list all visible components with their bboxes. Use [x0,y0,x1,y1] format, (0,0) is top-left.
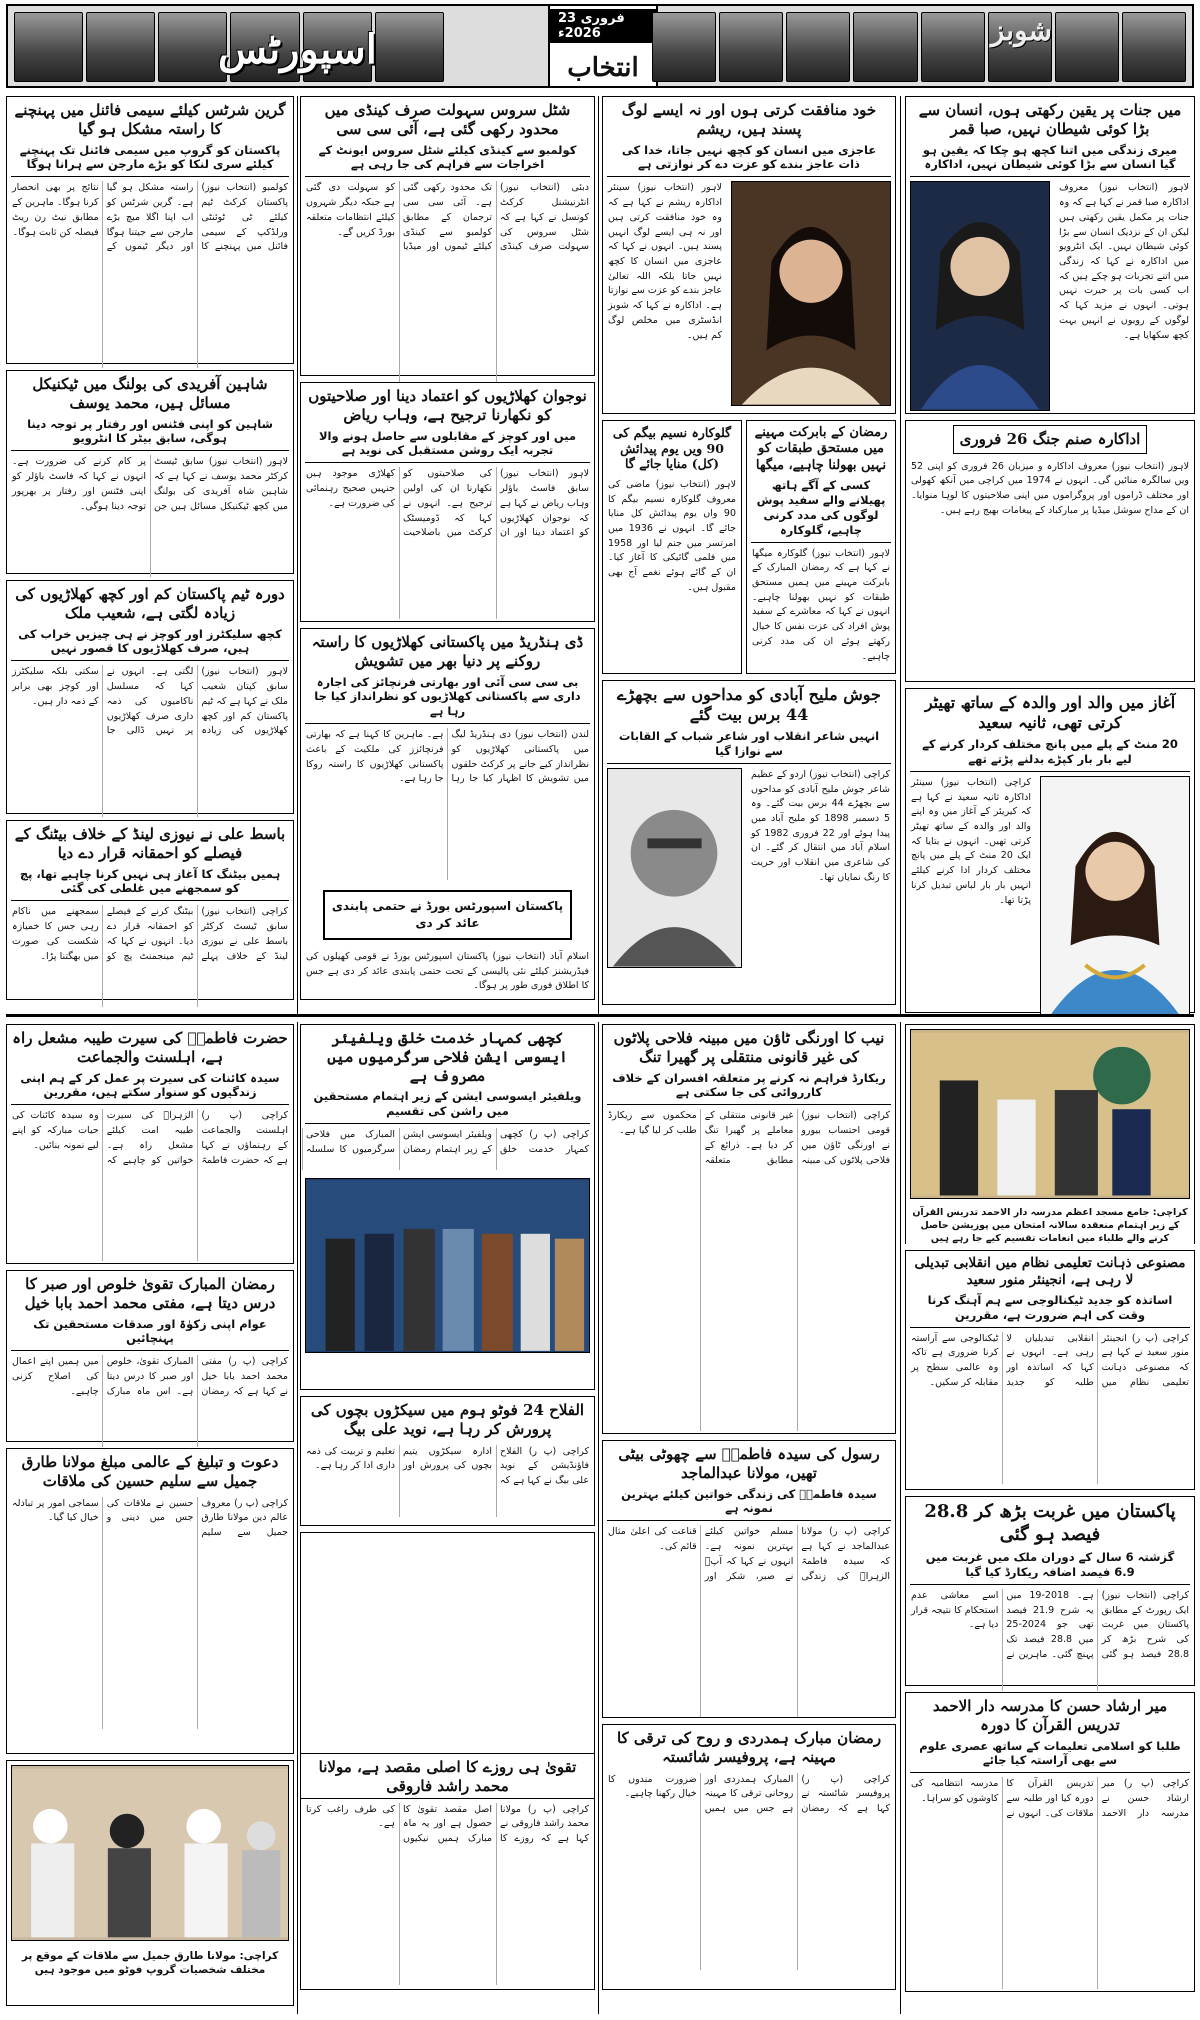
article-photo [910,1029,1190,1199]
article-subhead: گزشتہ 6 سال کے دوران ملک میں غربت میں 6.9 فیصد اضافہ ریکارڈ کیا گیا [910,1548,1190,1585]
article-body: کراچی (پ ر) مولانا عبدالماجد نے کہا ہے کہ سیدہ فاطمۃ الزہراؓ کی زندگی مسلم خواتین کیلئے بہترین نمونہ ہے۔ انہوں نے کہا کہ آپؓ نے صبر، شکر اور قناعت کی اعلیٰ مثال قائم کی۔ [608,1526,890,1582]
article-mufti-babakhel [6,1270,294,1442]
article-headline: جوش ملیح آبادی کو مداحوں سے بچھڑے 44 برس بیت گئے [617,685,881,724]
article-headline: میر ارشاد حسن کا مدرسہ دار الاحمد تدریس القرآن کا دورہ [932,1697,1168,1734]
article-the-hundred [300,628,595,1000]
article-subhead: میں اور کوچز کے مقابلوں سے حاصل ہونے والا تجربہ ایک روشن مستقبل کی نوید ہے [305,427,590,464]
article-subhead: 20 منٹ کے پلے میں پانچ مختلف کردار کرنے کے لیے بار بار کپڑے بدلنے پڑتے تھے [910,735,1190,772]
article-body: کراچی (پ ر) پروفیسر شائستہ نے کہا ہے کہ رمضان المبارک ہمدردی اور روحانی ترقی کا مہینہ ہے جس میں ہمیں ضرورت مندوں کا خیال رکھنا چاہیے۔ [608,1773,890,1814]
article-birthday [905,420,1195,682]
article-body: اسلام آباد (انتخاب نیوز) پاکستان اسپورٹس بورڈ نے قومی کھیلوں کی فیڈریشنز کیلئے نئی پالیسی کے تحت حتمی پابندی عائد کر دی ہے جس کا اطلاق فوری طور پر ہوگا۔ [306,950,589,992]
article-rashid-farooqi [300,1532,595,1990]
photo-caption: کراچی: مولانا طارق جمیل سے ملاقات کے موقع پر مختلف شخصیات گروپ فوٹو میں موجود ہیں [7,1945,293,1981]
article-body: کراچی (انتخاب نیوز) ایک رپورٹ کے مطابق پاکستان میں غربت کی شرح بڑھ کر 28.8 فیصد ہو گئی ہے۔ 2018-19 میں یہ شرح 21.9 فیصد تھی جو 2024-25 میں 28.8 فیصد تک پہنچ گئی۔ ماہرین نے اسے معاشی عدم استحکام کا نتیجہ قرار دیا ہے۔ [911,1589,1189,1660]
article-ai-education [905,1250,1195,1490]
article-megha [746,420,896,674]
article-photo [731,181,891,406]
article-photo [607,768,742,968]
article-headline: میں جنات پر یقین رکھتی ہوں، انسان سے بڑا کوئی شیطان نہیں، صبا قمر [918,101,1182,138]
article-prof-shaista [602,1724,896,1990]
article-icc-shuttle [300,96,595,376]
article-body: کراچی (پ ر) اہلسنت والجماعت کے رہنماؤں نے کہا ہے کہ حضرت فاطمۃ الزہراؓ کی سیرت طیبہ امت کیلئے مشعل راہ ہے۔ خواتین کو چاہیے کہ وہ سیدہ کائنات کی حیات مبارکہ کو اپنے لیے نمونہ بنائیں۔ [12,1110,288,1166]
photo-tariq-jameel [6,1760,294,2006]
article-body: کراچی (انتخاب نیوز) سابق ٹیسٹ کرکٹر باسط علی نے نیوزی لینڈ کے خلاف پہلے بیٹنگ کرنے کے فیصلے کو احمقانہ قرار دے دیا۔ انہوں نے کہا کہ ٹیم مینجمنٹ پچ کو سمجھنے میں ناکام رہی جس کا خمیازہ شکست کی صورت میں بھگتنا پڑا۔ [12,906,288,962]
article-body: لاہور (انتخاب نیوز) سابق فاسٹ باؤلر وہاب ریاض نے کہا ہے کہ نوجوان کھلاڑیوں کو اعتماد دینا اور ان کی صلاحیتوں کو نکھارنا ان کی اولین ترجیح ہے۔ انہوں نے کہا کہ ڈومیسٹک کرکٹ میں باصلاحیت کھلاڑی موجود ہیں جنہیں صحیح رہنمائی کی ضرورت ہے۔ [306,468,589,539]
article-body: کراچی (انتخاب نیوز) اردو کے عظیم شاعر جوش ملیح آبادی کو مداحوں سے بچھڑے 44 برس بیت گئے۔ وہ 5 دسمبر 1898 کو ملیح آباد میں پیدا ہوئے اور 22 فروری 1982 کو اسلام آباد میں انتقال کر گئے۔ ان کی شاعری میں انقلاب اور حریت کا رنگ نمایاں تھا۔ [751,768,891,883]
article-headline: آغاز میں والد اور والدہ کے ساتھ تھیٹر کرتی تھی، ثانیہ سعید [924,693,1176,732]
article-body: لاہور (انتخاب نیوز) معروف اداکارہ صبا قمر نے کہا ہے کہ وہ جنات پر مکمل یقین رکھتی ہیں لیکن ان کے نزدیک انسان سے بڑا کوئی شیطان نہیں۔ ایک انٹرویو میں اداکارہ نے کہا کہ زندگی میں اتنے تجربات ہو چکے ہیں کہ اب کسی بات پر حیرت نہیں ہوتی۔ انہوں نے مزید کہا کہ لوگوں کے رویوں نے انہیں بہت کچھ سکھایا ہے۔ [1059,182,1189,341]
article-headline: کچھی کمہار خدمت خلق ویلفیئر ایسوسی ایشن فلاحی سرگرمیوں میں مصروف ہے [327,1029,568,1085]
article-headline: شٹل سروس سہولت صرف کینڈی میں محدود رکھی گئی ہے، آئی سی سی [324,101,571,138]
article-subhead: سیدہ کائنات کی سیرت پر عمل کر کے ہم اپنی زندگیوں کو سنوار سکتے ہیں، مقررین [11,1069,289,1106]
article-maulana-majid [602,1440,896,1718]
article-body: کراچی (پ ر) الفلاح فاؤنڈیشن کے نوید علی بیگ نے کہا ہے کہ ادارہ سیکڑوں یتیم بچوں کی پرورش اور تعلیم و تربیت کی ذمہ داری ادا کر رہا ہے۔ [306,1445,589,1486]
article-headline: نوجوان کھلاڑیوں کو اعتماد دینا اور صلاحیتوں کو نکھارنا ترجیح ہے، وہاب ریاض [308,387,587,424]
article-headline: اداکارہ صنم جنگ 26 فروری [953,425,1148,454]
article-headline: رمضان المبارک تقویٰ خلوص اور صبر کا درس دیتا ہے، مفتی محمد احمد بابا خیل [24,1275,276,1312]
article-naseem-begum [602,420,742,674]
article-body: کراچی (انتخاب نیوز) سینئر اداکارہ ثانیہ سعید نے کہا ہے کہ کیریئر کے آغاز میں وہ اپنے والد اور والدہ کے ساتھ تھیٹر کرتی تھیں۔ انہوں نے بتایا کہ ایک 20 منٹ کے پلے میں پانچ مختلف کردار ادا کرنے کیلئے انہیں بار بار لباس تبدیل کرنا پڑتا تھا۔ [911,776,1031,906]
column-2 [602,96,896,1011]
column-1-lower [905,1024,1195,1998]
article-headline: الفلاح 24 فوٹو ہوم میں سیکڑوں بچوں کی پرورش کر رہا ہے، نوید علی بیگ [310,1401,585,1438]
article-poverty [905,1496,1195,1686]
article-body: کراچی (پ ر) انجینئر منور سعید نے کہا ہے کہ مصنوعی ذہانت تعلیمی نظام میں انقلابی تبدیلیاں لا رہی ہے۔ انہوں نے کہا کہ اساتذہ اور طلبہ کو جدید ٹیکنالوجی سے آراستہ کرنا ضروری ہے تاکہ وہ عالمی سطح پر مقابلہ کر سکیں۔ [911,1332,1189,1388]
article-headline: تقویٰ ہی روزے کا اصلی مقصد ہے، مولانا محمد راشد فاروقی [301,1753,594,1799]
article-hazrat-fatima [6,1024,294,1264]
article-subhead: پاکستان کو گروپ میں سیمی فائنل تک پہنچنے کیلئے سری لنکا کو بڑے مارجن سے ہرانا ہوگا [11,141,289,178]
article-body-lead [301,1533,594,1753]
article-headline: پاکستان اسپورٹس بورڈ نے حتمی پابندی عائد کر دی [331,899,564,931]
article-body: کراچی (پ ر) میر ارشاد حسن نے مدرسہ دار الاحمد تدریس القرآن کا دورہ کیا اور طلبہ سے ملاقات کی۔ انہوں نے مدرسہ انتظامیہ کی کاوشوں کو سراہا۔ [911,1778,1189,1819]
article-sania-saeed [905,688,1195,1013]
article-subhead: ویلفیئر ایسوسی ایشن کے زیر اہتمام مستحقین میں راشن کی تقسیم [305,1087,590,1124]
article-body: کراچی (پ ر) کچھی کمہار خدمت خلق ویلفیئر ایسوسی ایشن کے زیر اہتمام رمضان المبارک میں فلاحی سرگرمیوں کا سلسلہ [306,1129,589,1155]
article-muhammad-yousuf [6,370,294,574]
article-subhead: میری زندگی میں اتنا کچھ ہو چکا کہ یقین ہو گیا انسان سے بڑا کوئی شیطان نہیں، اداکارہ [910,141,1190,178]
article-headline: نیب کا اورنگی ٹاؤن میں مبینہ فلاحی پلاٹوں کی غیر قانونی منتقلی پر گھیرا تنگ [613,1029,885,1066]
article-mir-irshad [905,1692,1195,1992]
article-subhead: کسی کے آگے ہاتھ پھیلانے والے سفید پوش لوگوں کی مدد کرنی چاہیے، گلوکارہ [751,476,891,543]
article-headline: گلوکارہ نسیم بیگم کی 90 ویں یوم پیدائش (کل) منایا جائے گا [612,425,732,472]
article-body: لاہور (انتخاب نیوز) معروف اداکارہ و میزبان 26 فروری کو اپنی 52 ویں سالگرہ منائیں گی۔ انہوں نے 1974 میں کراچی میں آنکھ کھولی اور مختلف ڈراموں اور پروگراموں میں اپنی صلاحیتوں کا لوہا منوایا۔ ان کے مداح سوشل میڈیا پر مبارکباد کے پیغامات بھیج رہے ہیں۔ [911,460,1189,516]
article-tariq-jameel [6,1448,294,1754]
photo-madrasa-prizes [905,1024,1195,1244]
article-body: لاہور (انتخاب نیوز) سینئر اداکارہ ریشم نے کہا ہے کہ وہ خود منافقت کرتی ہیں اور نہ ہی ایسے لوگ انہیں پسند ہیں۔ انہوں نے کہا کہ عاجزی میں انسان کا کچھ نہیں جاتا بلکہ اللہ تعالیٰ عاجز بندے کو عزت سے نوازتا ہے۔ اداکارہ نے کہا کہ شوبز انڈسٹری میں مخلص لوگ کم ہیں۔ [608,182,722,341]
column-3 [300,96,595,1006]
article-body: لاہور (انتخاب نیوز) سابق ٹیسٹ کرکٹر محمد یوسف نے کہا ہے کہ شاہین شاہ آفریدی کی بولنگ میں کچھ ٹیکنیکل مسائل ہیں جن پر کام کرنے کی ضرورت ہے۔ انہوں نے کہا کہ فاسٹ باؤلر کو اپنی فٹنس اور رفتار پر بھرپور توجہ دینا ہوگی۔ [12,456,288,512]
article-body: لاہور (انتخاب نیوز) سابق کپتان شعیب ملک نے کہا ہے کہ ٹیم پاکستان کم اور کچھ کھلاڑیوں کی زیادہ لگتی ہے۔ انہوں نے کہا کہ مسلسل ناکامیوں کی ذمہ داری صرف کھلاڑیوں پر نہیں ڈالی جا سکتی بلکہ سلیکٹرز اور کوچز بھی برابر کے ذمہ دار ہیں۔ [12,666,288,737]
article-subhead: اساتذہ کو جدید ٹیکنالوجی سے ہم آہنگ کرنا وقت کی اہم ضرورت ہے، مقررین [910,1291,1190,1328]
article-subhead: کولمبو سے کینڈی کیلئے شٹل سروس ایونٹ کے اخراجات سے فراہم کی جا رہی ہے [305,141,590,178]
article-wahab-riaz [300,382,595,622]
article-basit-ali [6,820,294,1000]
article-headline: حضرت فاطمہؓ کی سیرت طیبہ مشعل راہ ہے، اہلسنت والجماعت [12,1029,288,1066]
sports-section-title: اسپورٹس [218,26,377,73]
article-body: کراچی (پ ر) مولانا محمد راشد فاروقی نے کہا ہے کہ روزے کا اصل مقصد تقویٰ کا حصول ہے اور یہ ماہ مبارک ہمیں نیکیوں کی طرف راغب کرتا ہے۔ [306,1803,589,1844]
article-headline: رمضان کے بابرکت مہینے میں مستحق طبقات کو نہیں بھولنا چاہیے، میگھا [754,425,888,473]
article-green-shirts [6,96,294,364]
column-4-lower [6,1024,294,2012]
article-body: لاہور (انتخاب نیوز) ماضی کی معروف گلوکارہ نسیم بیگم کا 90 واں یوم پیدائش کل منایا جائے گا۔ انہوں نے 1936 میں امرتسر میں جنم لیا اور 1958 میں فلمی گائیکی کا آغاز کیا۔ ان کے گائے ہوئے نغمے آج بھی مقبول ہیں۔ [608,478,736,593]
article-subhead: شاہین کو اپنی فٹنس اور رفتار پر توجہ دینا ہوگی، سابق بیٹر کا انٹرویو [11,415,289,452]
article-headline: شاہین آفریدی کی بولنگ میں ٹیکنیکل مسائل ہیں، محمد یوسف [32,375,268,412]
article-subhead: کچھ سلیکٹرز اور کوچز نے ہی چیزیں خراب کی ہیں، صرف کھلاڑیوں کا قصور نہیں [11,625,289,662]
article-subhead: طلبا کو اسلامی تعلیمات کے ساتھ عصری علوم سے بھی آراستہ کیا جائے [910,1737,1190,1774]
article-headline: پاکستان میں غربت بڑھ کر 28.8 فیصد ہو گئی [924,1501,1176,1545]
article-subhead: عاجزی میں انسان کو کچھ نہیں جاتا، خدا کی ذات عاجز بندے کو عزت دے کر نوازتی ہے [607,141,891,178]
article-body: کراچی (پ ر) مفتی محمد احمد بابا خیل نے کہا ہے کہ رمضان المبارک تقویٰ، خلوص اور صبر کا درس دیتا ہے۔ اس ماہ مبارک میں ہمیں اپنے اعمال کی اصلاح کرنی چاہیے۔ [12,1356,288,1397]
masthead-center [548,6,658,86]
article-headline: خود منافقت کرتی ہوں اور نہ ایسے لوگ پسند ہیں، ریشم [621,101,877,138]
article-josh-malihabadi [602,680,896,1005]
article-subhead: بی سی سی آئی اور بھارتی فرنچائز کی اجارہ داری سے پاکستانی کھلاڑیوں کو نظرانداز کیا جا رہا ہے [305,673,590,725]
photo-caption: کراچی: جامع مسجد اعظم مدرسہ دار الاحمد تدریس القرآن کے زیر اہتمام منعقدہ سالانہ امتحان میں پوزیشن حاصل کرنے والے طلباء میں انعامات تقسیم کیے جا رہے ہیں [906,1203,1194,1249]
article-photo [1040,776,1190,1016]
article-photo [305,1178,590,1353]
article-nab-orangi [602,1024,896,1434]
article-subhead: سیدہ فاطمہؓ کی زندگی خواتین کیلئے بہترین نمونہ ہے [607,1485,891,1522]
article-shoaib-malik [6,580,294,814]
article-headline: مصنوعی ذہانت تعلیمی نظام میں انقلابی تبدیلی لا رہی ہے، انجینئر منور سعید [914,1255,1186,1288]
article-subhead: ہمیں بیٹنگ کا آغاز ہی نہیں کرنا چاہیے تھا، پچ کو سمجھنے میں غلطی کی گئی [11,865,289,902]
article-headline: گرین شرٹس کیلئے سیمی فائنل میں پہنچنے کا راستہ مشکل ہو گیا [14,101,286,138]
article-saba-qamar [905,96,1195,414]
article-subhead: ریکارڈ فراہم نہ کرنے پر متعلقہ افسران کے خلاف کارروائی کی جا سکتی ہے [607,1069,891,1106]
article-photo [910,181,1050,411]
newspaper-logo: انتخاب [567,53,639,83]
article-resham [602,96,896,414]
article-body: لاہور (انتخاب نیوز) گلوکارہ میگھا نے کہا ہے کہ رمضان المبارک کے بابرکت مہینے میں ہمیں مستحق طبقات کو نہیں بھولنا چاہیے۔ انہوں نے کہا کہ معاشرے کے سفید پوش افراد کی عزت نفس کا خیال رکھتے ہوئے ان کی مدد کرنی چاہیے۔ [752,547,890,662]
column-2-lower [602,1024,896,1996]
article-body: لندن (انتخاب نیوز) دی ہنڈریڈ لیگ میں پاکستانی کھلاڑیوں کو نظرانداز کیے جانے پر کرکٹ حلقوں میں تشویش کا اظہار کیا جا رہا ہے۔ ماہرین کا کہنا ہے کہ بھارتی فرنچائزز کی ملکیت کے باعث پاکستانی کھلاڑیوں کا راستہ روکا جا رہا ہے۔ [306,729,589,785]
article-psb [323,890,572,940]
article-subhead: عوام اپنی زکوٰۃ اور صدقات مستحقین تک پہنچائیں [11,1315,289,1352]
column-1 [905,96,1195,1019]
article-headline: رمضان مبارک ہمدردی و روح کی ترقی کا مہینہ ہے، پروفیسر شائستہ [616,1729,882,1766]
article-welfare-association [300,1024,595,1390]
article-headline: دورہ ٹیم پاکستان کم اور کچھ کھلاڑیوں کی زیادہ لگتی ہے، شعیب ملک [15,585,285,622]
article-photo [11,1765,289,1941]
section-divider [6,1014,1194,1017]
article-al-falah [300,1396,595,1526]
showbiz-section-title: شوبز [990,14,1052,47]
article-body: دبئی (انتخاب نیوز) انٹرنیشنل کرکٹ کونسل نے کہا ہے کہ شٹل سروس کی سہولت صرف کینڈی تک محدود رکھی گئی ہے۔ آئی سی سی ترجمان کے مطابق کولمبو سے کینڈی کیلئے ٹیموں اور میڈیا کو سہولت دی گئی ہے جبکہ دیگر شہروں کیلئے انتظامات متعلقہ بورڈ کریں گے۔ [306,182,589,253]
column-3-lower [300,1024,595,1996]
article-subhead: انہیں شاعر انقلاب اور شاعر شباب کے القابات سے نوازا گیا [607,727,891,764]
article-body: کراچی (انتخاب نیوز) قومی احتساب بیورو نے اورنگی ٹاؤن میں فلاحی پلاٹوں کی مبینہ غیر قانونی منتقلی کے معاملے پر گھیرا تنگ کر دیا ہے۔ ذرائع کے مطابق متعلقہ محکموں سے ریکارڈ طلب کر لیا گیا ہے۔ [608,1110,890,1166]
masthead [6,4,1194,88]
article-body: کراچی (پ ر) معروف عالم دین مولانا طارق جمیل سے سلیم حسین نے ملاقات کی جس میں دینی و سماجی امور پر تبادلہ خیال کیا گیا۔ [12,1497,288,1538]
article-headline: رسول کی سیدہ فاطمہؓ سے چھوٹی بیٹی تھیں، مولانا عبدالماجد [618,1445,880,1482]
article-body: کولمبو (انتخاب نیوز) پاکستان کرکٹ ٹیم کیلئے ٹی ٹوئنٹی ورلڈکپ کے سیمی فائنل میں پہنچنے کا راستہ مشکل ہو گیا ہے۔ گرین شرٹس کو اب اپنا اگلا میچ بڑے مارجن سے جیتنا ہوگا اور دیگر ٹیموں کے نتائج پر بھی انحصار کرنا ہوگا۔ ماہرین کے مطابق نیٹ رن ریٹ فیصلہ کن ثابت ہوگا۔ [12,182,288,253]
issue-date: 23 فروری 2026ء [550,9,656,43]
article-headline: ڈی ہنڈریڈ میں پاکستانی کھلاڑیوں کا راستہ روکنے پر دنیا بھر میں تشویش [311,633,584,670]
column-4 [6,96,294,1006]
article-headline: دعوت و تبلیغ کے عالمی مبلغ مولانا طارق جمیل سے سلیم حسین کی ملاقات [21,1453,279,1490]
showbiz-photo-strip [650,10,1188,84]
article-headline: باسط علی نے نیوزی لینڈ کے خلاف بیٹنگ کے فیصلے کو احمقانہ قرار دے دیا [14,825,286,862]
